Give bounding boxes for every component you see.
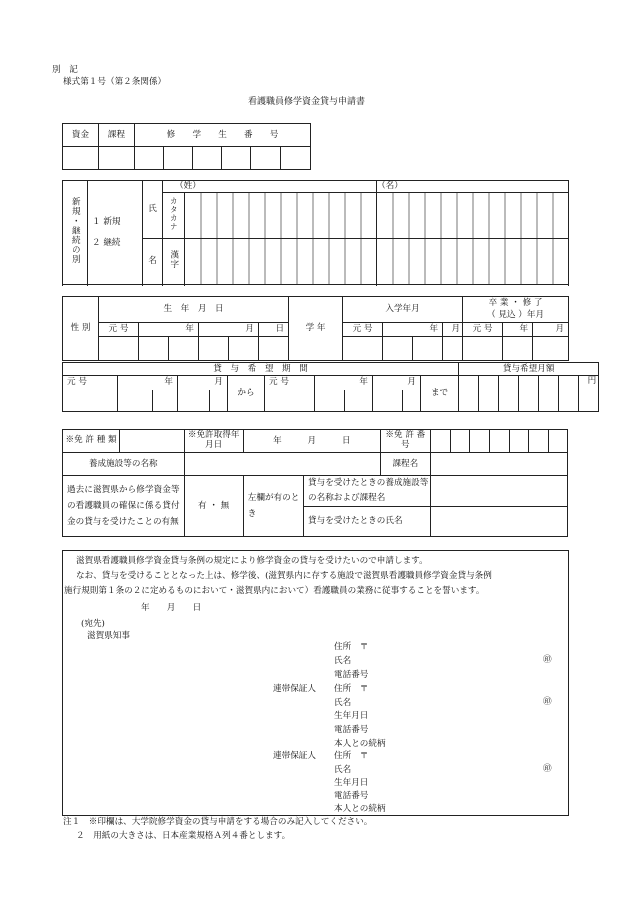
start-era-label: 元 号 xyxy=(63,376,118,390)
end-year-field[interactable] xyxy=(345,390,373,412)
form-number: 様式第１号（第２条関係） xyxy=(63,77,167,87)
until-label: まで xyxy=(421,376,459,412)
student-number-digit[interactable] xyxy=(281,147,311,170)
birth-era-label: 元 号 xyxy=(99,323,139,337)
name-table xyxy=(62,180,569,285)
student-number-digit[interactable] xyxy=(251,147,281,170)
guarantor-1-address[interactable]: 住所 〒 xyxy=(334,684,369,694)
birth-era-field[interactable] xyxy=(99,337,139,361)
given-name-kanji-field[interactable] xyxy=(377,239,569,285)
governor-label: 滋賀県知事 xyxy=(87,631,130,641)
birth-year-field[interactable] xyxy=(139,337,169,361)
school-name-label: 養成施設等の名称 xyxy=(63,453,185,476)
amount-digit[interactable] xyxy=(519,376,539,412)
birth-day-field[interactable] xyxy=(259,337,289,361)
katakana-label: カタカナ xyxy=(163,193,185,239)
application-date[interactable]: 年 月 日 xyxy=(141,603,202,613)
license-number-digit[interactable] xyxy=(470,430,490,453)
license-number-digit[interactable] xyxy=(549,430,568,453)
guarantor-2-seal: ㊞ xyxy=(543,764,552,774)
start-year-field[interactable] xyxy=(118,390,153,412)
surname-katakana-field[interactable] xyxy=(185,193,377,239)
course-label: 課程 xyxy=(99,124,135,147)
graduation-era-label: 元 号 xyxy=(463,323,503,337)
loan-period-label: 貸 与 希 望 期 間 xyxy=(63,363,459,376)
given-name-label: （名） xyxy=(377,181,569,193)
license-number-digit[interactable] xyxy=(489,430,509,453)
birth-year-label: 年 xyxy=(139,323,199,337)
guarantor-2-phone[interactable]: 電話番号 xyxy=(334,791,369,801)
guarantor-1-relation[interactable]: 本人との続柄 xyxy=(334,739,386,749)
end-era-label: 元 号 xyxy=(265,376,315,390)
start-era-field[interactable] xyxy=(63,390,118,412)
fund-label: 資金 xyxy=(63,124,99,147)
amount-digit[interactable] xyxy=(499,376,519,412)
start-month-label: 月 xyxy=(178,376,228,390)
license-number-digit[interactable] xyxy=(529,430,549,453)
student-number-table xyxy=(62,123,311,170)
end-year-field[interactable] xyxy=(315,390,345,412)
from-label: から xyxy=(228,376,265,412)
grade-label: 学 年 xyxy=(289,297,343,361)
applicant-address[interactable]: 住所 〒 xyxy=(334,642,369,652)
admission-era-field[interactable] xyxy=(343,337,383,361)
attachment-label: 別 記 xyxy=(52,65,78,75)
student-number-digit[interactable] xyxy=(164,147,193,170)
graduation-year-label: 年 xyxy=(503,323,533,337)
graduation-month-label: 月 xyxy=(533,323,569,337)
birth-date-label: 生 年 月 日 xyxy=(99,297,289,323)
birth-day-label: 日 xyxy=(259,323,289,337)
surname-kanji-field[interactable] xyxy=(185,239,377,285)
applicant-name[interactable]: 氏名 xyxy=(334,656,352,666)
guarantor-2-birth[interactable]: 生年月日 xyxy=(334,778,369,788)
admission-year-field[interactable] xyxy=(413,337,443,361)
guarantor-2-address[interactable]: 住所 〒 xyxy=(334,751,369,761)
kanji-label: 漢字 xyxy=(163,239,185,285)
graduation-year-field[interactable] xyxy=(503,337,533,361)
end-era-field[interactable] xyxy=(265,390,315,412)
past-school-label: 貸与を受けたときの養成施設等の名称および課程名 xyxy=(304,476,431,507)
pledge-line-1: 滋賀県看護職員修学資金貸与条例の規定により修学資金の貸与を受けたいので申請します。 xyxy=(76,556,428,566)
addressee-label: (宛先) xyxy=(81,619,105,629)
pledge-line-3: 施行規則第１条の２に定めるものにおいて・滋賀県内において）看護職員の業務に従事することを誓います。 xyxy=(64,586,485,596)
guarantor-2-label: 連帯保証人 xyxy=(273,751,316,761)
category-options[interactable] xyxy=(88,181,143,285)
license-number-digit[interactable] xyxy=(450,430,470,453)
option-new[interactable]: １ 新規 xyxy=(92,216,121,227)
student-number-digit[interactable] xyxy=(193,147,222,170)
admission-year-label: 年 xyxy=(383,323,443,337)
past-name-label: 貸与を受けたときの氏名 xyxy=(304,507,431,537)
license-number-digit[interactable] xyxy=(430,430,450,453)
course-name-field[interactable] xyxy=(430,453,567,476)
dates-table xyxy=(62,296,569,361)
pledge-line-2: なお、貸与を受けることとなった上は、修学後、(滋賀県内に存する施設で滋賀県看護職員修学資金貸与条例 xyxy=(76,571,492,581)
applicant-seal: ㊞ xyxy=(543,655,552,665)
yen-label: 円 xyxy=(579,376,599,412)
license-number-digit[interactable] xyxy=(509,430,529,453)
start-year-label: 年 xyxy=(118,376,178,390)
if-yes-label: 左欄が有のとき xyxy=(243,476,303,537)
yes-no-option[interactable]: 有 ・ 無 xyxy=(184,476,243,537)
guarantor-2-relation[interactable]: 本人との続柄 xyxy=(334,804,386,814)
end-month-field[interactable] xyxy=(403,390,421,412)
amount-digit[interactable] xyxy=(539,376,559,412)
option-continue[interactable]: ２ 継続 xyxy=(92,237,121,248)
license-type-label: ※免 許 種 類 xyxy=(63,430,120,453)
guarantor-1-birth[interactable]: 生年月日 xyxy=(334,711,369,721)
admission-label: 入学年月 xyxy=(343,297,463,323)
student-number-digit[interactable] xyxy=(222,147,251,170)
guarantor-1-phone[interactable]: 電話番号 xyxy=(334,725,369,735)
past-name-field[interactable] xyxy=(430,507,567,537)
start-year-field[interactable] xyxy=(153,390,178,412)
fund-field[interactable] xyxy=(63,147,99,170)
license-date-field[interactable]: 年 月 日 xyxy=(243,430,380,453)
student-number-label: 修 学 生 番 号 xyxy=(135,124,311,147)
amount-digit[interactable] xyxy=(559,376,579,412)
admission-era-label: 元 号 xyxy=(343,323,383,337)
end-month-label: 月 xyxy=(373,376,421,390)
admission-month-label: 月 xyxy=(443,323,463,337)
name-label-1: 氏 xyxy=(143,181,163,239)
end-month-field[interactable] xyxy=(373,390,403,412)
school-name-field[interactable] xyxy=(184,453,380,476)
monthly-amount-label: 貸与希望月額 xyxy=(459,363,599,376)
guarantor-1-label: 連帯保証人 xyxy=(273,684,316,694)
past-loan-question: 過去に滋賀県から修学資金等の看護職員の確保に係る貸付金の貸与を受けたことの有無 xyxy=(63,476,185,537)
loan-period-table xyxy=(62,362,599,412)
graduation-month-field[interactable] xyxy=(533,337,569,361)
amount-digit[interactable] xyxy=(459,376,479,412)
birth-month-field[interactable] xyxy=(229,337,259,361)
course-field[interactable] xyxy=(99,147,135,170)
course-name-label: 課程名 xyxy=(380,453,430,476)
birth-month-field[interactable] xyxy=(199,337,229,361)
admission-year-field[interactable] xyxy=(383,337,413,361)
end-year-label: 年 xyxy=(315,376,373,390)
admission-month-field[interactable] xyxy=(443,337,463,361)
graduation-label: 卒 業 ・ 修 了 （ 見込 ）年月 xyxy=(463,297,569,323)
surname-label: （姓） xyxy=(163,181,377,193)
category-label: 新規・継続の別 xyxy=(63,181,88,285)
amount-digit[interactable] xyxy=(479,376,499,412)
license-school-table xyxy=(62,429,568,537)
start-month-field[interactable] xyxy=(210,390,228,412)
guarantor-2-name[interactable]: 氏名 xyxy=(334,765,352,775)
license-type-field[interactable] xyxy=(120,430,184,453)
given-name-katakana-field[interactable] xyxy=(377,193,569,239)
name-label-2: 名 xyxy=(143,239,163,285)
applicant-phone[interactable]: 電話番号 xyxy=(334,670,369,680)
graduation-era-field[interactable] xyxy=(463,337,503,361)
page-title: 看護職員修学資金貸与申請書 xyxy=(248,97,366,107)
note-1: 注１ ※印欄は、大学院修学資金の貸与申請をする場合のみ記入してください。 xyxy=(63,817,373,827)
past-school-field[interactable] xyxy=(430,476,567,507)
license-date-label: ※免許取得年月日 xyxy=(184,430,243,453)
note-2: ２ 用紙の大きさは、日本産業規格Ａ列４番とします。 xyxy=(76,831,291,841)
guarantor-1-name[interactable]: 氏名 xyxy=(334,698,352,708)
guarantor-1-seal: ㊞ xyxy=(543,697,552,707)
birth-year-field[interactable] xyxy=(169,337,199,361)
student-number-digit[interactable] xyxy=(135,147,164,170)
birth-month-label: 月 xyxy=(199,323,259,337)
start-month-field[interactable] xyxy=(178,390,210,412)
gender-label: 性 別 xyxy=(63,297,99,361)
license-number-label: ※免 許 番 号 xyxy=(380,430,430,453)
